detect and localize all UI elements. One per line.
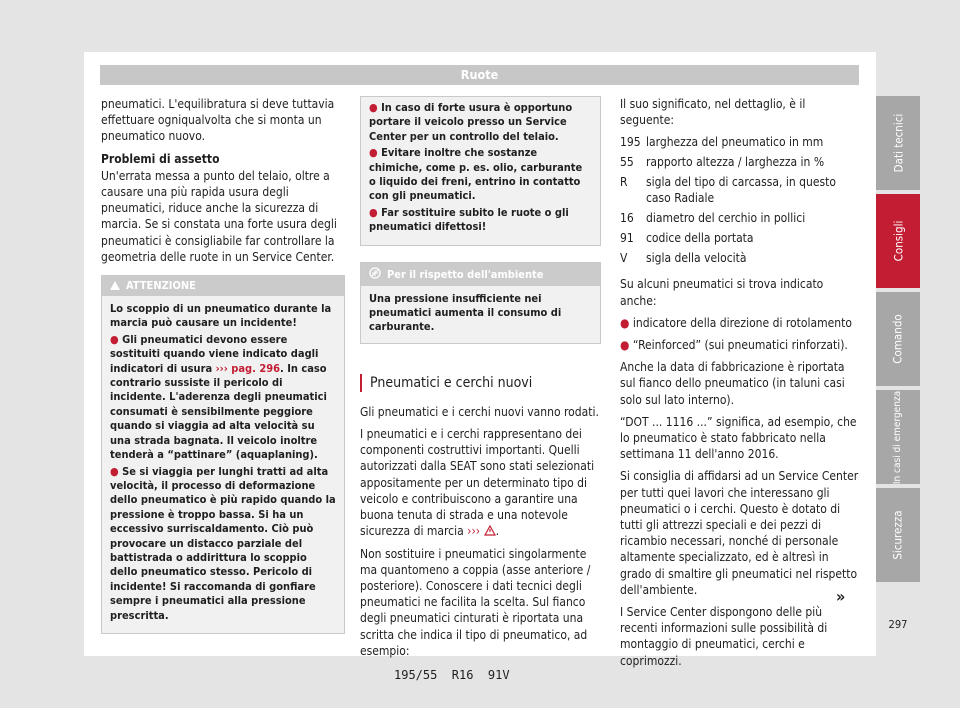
column-2	[360, 96, 601, 683]
tab-emergenza[interactable]	[876, 390, 920, 484]
column-1	[101, 96, 345, 634]
bullet-icon: ●	[620, 315, 630, 330]
leaf-icon	[369, 267, 381, 279]
definition-value: diametro del cerchio in pollici	[646, 211, 806, 226]
tab-label: Comando	[891, 314, 905, 364]
definition-row	[620, 174, 860, 210]
definition-row	[620, 134, 860, 154]
definition-key: 16	[620, 211, 634, 226]
warning-title: ATTENZIONE	[126, 279, 196, 293]
subtitle: Problemi di assetto	[101, 151, 220, 166]
tab-label: Dati tecnici	[891, 113, 906, 173]
environment-box	[360, 262, 601, 344]
list-item-text: indicatore della direzione di rotolamento	[632, 315, 852, 330]
warning-body	[102, 296, 344, 633]
paragraph: pneumatici. L'equilibratura si deve tuttavia effettuare ogniqualvolta che si monta un pneumatico nuovo.	[101, 97, 335, 144]
page-header: Ruote	[100, 65, 859, 85]
paragraph: Su alcuni pneumatici si trova indicato anche:	[620, 277, 824, 308]
section-title: Pneumatici e cerchi nuovi	[360, 374, 601, 392]
warning-box	[101, 275, 345, 634]
bullet-icon: ●	[620, 338, 630, 353]
ref-link[interactable]: ›››	[467, 524, 481, 539]
definition-key: 91	[620, 231, 634, 246]
tab-dati-tecnici[interactable]	[876, 96, 920, 190]
paragraph: Un'errata messa a punto del telaio, oltre a causare una più rapida usura degli pneumatici, riduce anche la sicurezza di marcia. Se si constata una forte usura degli pneumatici è consigliabile far controllare la geometria delle ruote in un Service Center.	[101, 168, 337, 264]
definition-key: 195	[620, 135, 641, 150]
environment-text: Una pressione insufficiente nei pneumatici aumenta il consumo di carburante.	[369, 291, 562, 334]
paragraph: Anche la data di fabbricazione è riportata sul fianco dello pneumatico (in taluni casi solo sul lato interno).	[620, 360, 845, 407]
environment-title: Per il rispetto dell'ambiente	[387, 267, 544, 281]
warning-ref-icon	[484, 525, 496, 536]
environment-header	[361, 263, 600, 286]
bullet-icon: ●	[369, 205, 378, 219]
bullet-icon: ●	[369, 146, 378, 160]
paragraph: Gli pneumatici e i cerchi nuovi vanno rodati.	[360, 404, 599, 419]
bullet-icon: ●	[369, 101, 378, 114]
definition-value: sigla del tipo di carcassa, in questo caso Radiale	[646, 175, 836, 206]
tire-code: 195/55 R16 91V	[394, 667, 510, 682]
bullet-text: Gli pneumatici devono essere sostituiti quando viene indicato dagli indicatori di usura	[110, 332, 319, 375]
definition-row	[620, 250, 860, 270]
paragraph: I pneumatici e i cerchi rappresentano dei componenti costruttivi importanti. Quelli autorizzati dalla SEAT sono stati selezionati appositamente per un determinato tipo di veicolo e contribuiscono a garantire una buona tenuta di strada e una notevole sicurezza di marcia ››› .	[360, 427, 595, 539]
paragraph: “DOT ... 1116 ...” significa, ad esempio, che lo pneumatico è stato fabbricato nella settimana 11 dell'anno 2016.	[620, 414, 857, 462]
definition-value: rapporto altezza / larghezza in %	[646, 155, 825, 170]
tab-label: Consigli	[890, 220, 905, 262]
list-item-text: “Reinforced” (sui pneumatici rinforzati).	[632, 338, 848, 353]
definition-key: R	[620, 175, 628, 190]
bullet-text: Far sostituire subito le ruote o gli pneumatici difettosi!	[369, 205, 569, 234]
page-number: 297	[888, 618, 908, 631]
warning-bullet	[369, 146, 592, 204]
tab-sicurezza[interactable]	[876, 488, 920, 582]
list-item	[620, 315, 860, 331]
warning-intro: Lo scoppio di un pneumatico durante la marcia può causare un incidente!	[110, 302, 332, 330]
tab-label: Sicurezza	[891, 510, 906, 560]
column-3	[620, 96, 860, 675]
definition-value: sigla della velocità	[646, 251, 747, 266]
paragraph: I Service Center dispongono delle più recenti informazioni sulle possibilità di montaggio di pneumatici, cerchi e coprimozzi.	[620, 605, 828, 668]
page-link[interactable]: ››› pag. 296	[215, 361, 280, 375]
tab-comando[interactable]	[876, 292, 920, 386]
paragraph-text: I pneumatici e i cerchi rappresentano dei componenti costruttivi importanti. Quelli autorizzati dalla SEAT sono stati selezionati appositamente per un determinato tipo di veicolo e contribuiscono a garantire una buona tenuta di strada e una notevole sicurezza di marcia	[360, 427, 595, 539]
warning-icon	[110, 281, 120, 290]
warning-continuation	[360, 96, 601, 246]
continue-icon: »	[836, 587, 846, 606]
definition-row	[620, 210, 860, 230]
warning-header	[102, 276, 344, 296]
tab-label: In casi di emergenza	[892, 390, 904, 484]
tab-consigli[interactable]	[876, 194, 920, 288]
bullet-icon: ●	[110, 332, 119, 346]
bullet-icon: ●	[110, 464, 119, 478]
bullet-text: Se si viaggia per lunghi tratti ad alta velocità, il processo di deformazione dello pneumatico è più rapido quando la pressione è troppo bassa. Si ha un eccessivo surriscaldamento. Ciò può provocare un distacco parziale del battistrada o addirittura lo scoppio dello pneumatico stesso. Pericolo di incidente! Si raccomanda di gonfiare sempre i pneumatici alla pressione prescritta.	[110, 464, 336, 622]
definition-row	[620, 230, 860, 250]
definition-list	[620, 134, 860, 270]
definition-key: 55	[620, 155, 634, 170]
warning-bullet	[110, 333, 336, 463]
bullet-text: Evitare inoltre che sostanze chimiche, come p. es. olio, carburante o liquido dei freni, entrino in contatto con gli pneumatici.	[369, 146, 583, 203]
paragraph: Si consiglia di affidarsi ad un Service Center per tutti quei lavori che interessano gli pneumatici o i cerchi. Questo è dotato di tutti gli attrezzi speciali e dei pezzi di ricambio necessari, nonché di personale altamente specializzato, ed è altresì in grado di smaltire gli pneumatici nel rispetto dell'ambiente.	[620, 469, 859, 597]
paragraph: Il suo significato, nel dettaglio, è il seguente:	[620, 97, 806, 128]
definition-value: larghezza del pneumatico in mm	[646, 135, 824, 150]
list-item	[620, 337, 860, 353]
paragraph: Non sostituire i pneumatici singolarmente ma quantomeno a coppia (asse anteriore / posteriore). Conoscere i dati tecnici degli pneumatici ne facilita la scelta. Sul fianco degli pneumatici cinturati è riportata una scritta che indica il tipo di pneumatico, ad esempio:	[360, 546, 591, 658]
definition-row	[620, 154, 860, 174]
warning-bullet	[369, 206, 592, 235]
bullet-text: In caso di forte usura è opportuno portare il veicolo presso un Service Center per un controllo del telaio.	[369, 101, 573, 143]
bullet-text: . In caso contrario sussiste il pericolo di incidente. L'aderenza degli pneumatici consumati è sensibilmente peggiore quando si viaggia ad alta velocità su una strada bagnata. Il veicolo inoltre tenderà a “pattinare” (aquaplaning).	[110, 361, 327, 462]
definition-value: codice della portata	[646, 231, 754, 246]
warning-bullet	[110, 465, 336, 623]
definition-key: V	[620, 251, 628, 266]
warning-bullet	[369, 101, 592, 144]
